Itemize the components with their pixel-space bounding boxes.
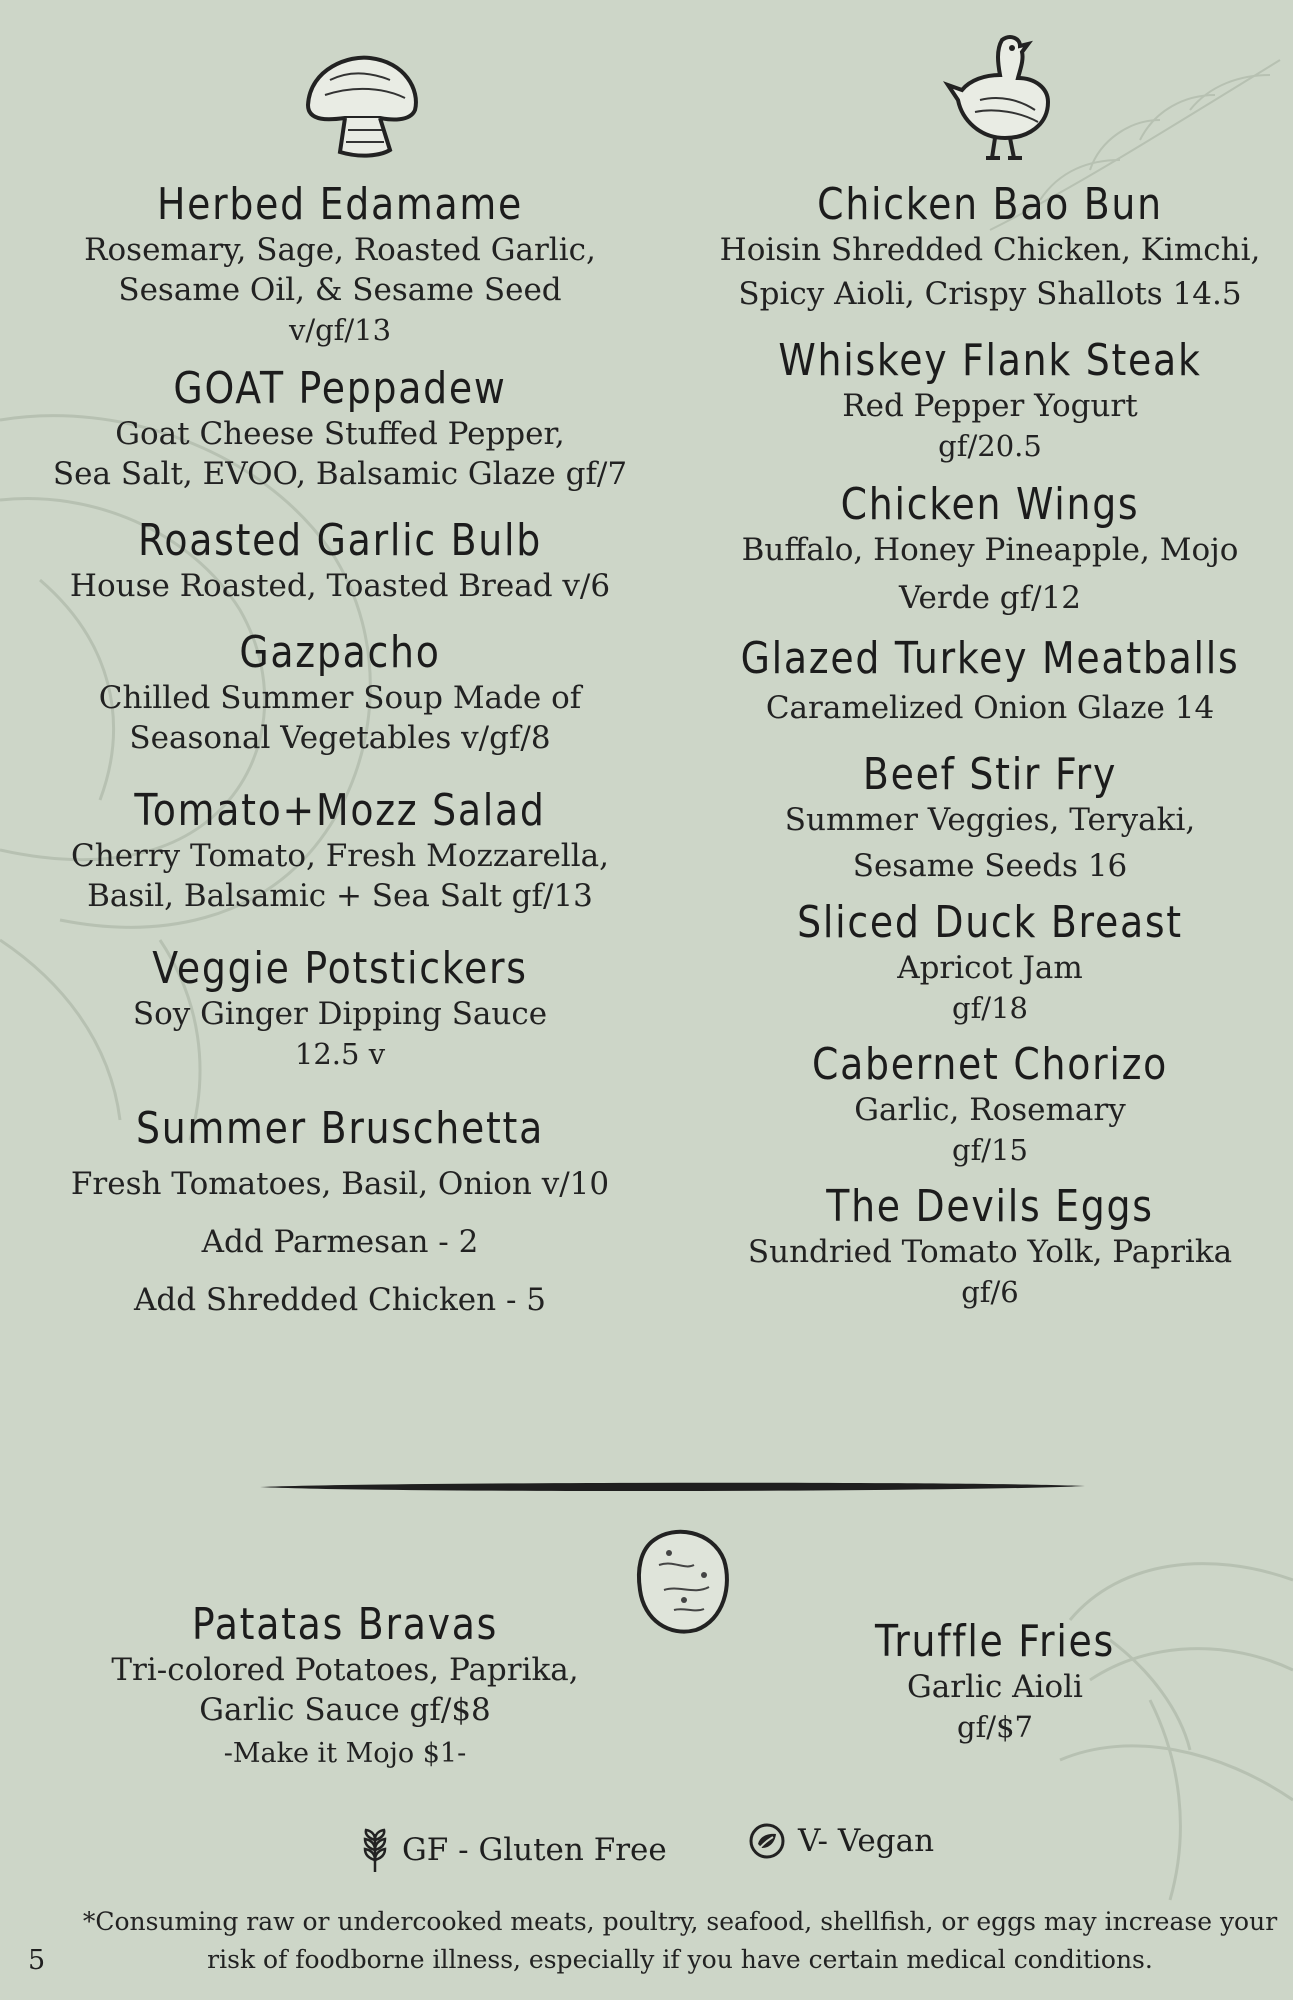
dish-description: Basil, Balsamic + Sea Salt gf/13: [87, 878, 593, 914]
dish-description: Caramelized Onion Glaze 14: [765, 690, 1215, 726]
menu-item-sliced-duck-breast: [690, 898, 1290, 1028]
chicken-icon: [940, 30, 1055, 170]
dish-name: Truffle Fries: [874, 1616, 1115, 1667]
food-safety-disclaimer: [70, 1903, 1290, 1979]
menu-item-gazpacho: [40, 628, 640, 758]
dish-description: Sesame Oil, & Sesame Seed: [118, 272, 562, 308]
dish-name: Chicken Bao Bun: [817, 179, 1163, 230]
dish-description: Rosemary, Sage, Roasted Garlic,: [84, 232, 596, 268]
dish-description: Goat Cheese Stuffed Pepper,: [115, 416, 565, 452]
dish-description: Chilled Summer Soup Made of: [98, 680, 582, 716]
dish-price: gf/$7: [957, 1710, 1033, 1744]
dish-price: gf/18: [952, 991, 1028, 1025]
dish-description: Summer Veggies, Teryaki,: [784, 802, 1196, 838]
dish-description: Sesame Seeds 16: [852, 848, 1128, 884]
menu-item-glazed-turkey-meatballs: [690, 634, 1290, 728]
menu-item-whiskey-flank-steak: [690, 336, 1290, 466]
dish-name: Patatas Bravas: [191, 1599, 499, 1650]
right-menu-column: [690, 180, 1290, 1312]
dish-description: Cherry Tomato, Fresh Mozzarella,: [71, 838, 609, 874]
dish-name: Tomato+Mozz Salad: [134, 785, 546, 836]
menu-item-herbed-edamame: [40, 180, 640, 350]
dish-description: Tri-colored Potatoes, Paprika,: [111, 1652, 579, 1688]
menu-item-summer-bruschetta: [40, 1104, 640, 1320]
dish-price: 12.5 v: [294, 1037, 386, 1071]
dish-name: Gazpacho: [239, 627, 441, 678]
menu-item-beef-stir-fry: [690, 750, 1290, 886]
page-number: 5: [28, 1945, 46, 1976]
dish-description: Buffalo, Honey Pineapple, Mojo: [741, 532, 1239, 568]
menu-item-the-devils-eggs: [690, 1182, 1290, 1312]
dish-price: gf/6: [961, 1275, 1019, 1309]
disclaimer-line: *Consuming raw or undercooked meats, poultry, seafood, shellfish, or eggs may increase your: [82, 1907, 1278, 1936]
legend-vegan: [748, 1822, 934, 1860]
leaf-icon: [748, 1822, 786, 1860]
legend-label: GF - Gluten Free: [402, 1832, 667, 1868]
dish-name: Glazed Turkey Meatballs: [740, 633, 1240, 684]
dish-name: Veggie Potstickers: [152, 943, 528, 994]
wheat-icon: [360, 1828, 390, 1872]
dish-description: House Roasted, Toasted Bread v/6: [69, 568, 611, 604]
menu-item-goat-peppadew: [40, 364, 640, 494]
side-item-truffle-fries: [690, 1617, 1293, 1747]
dish-description: Spicy Aioli, Crispy Shallots 14.5: [738, 276, 1242, 312]
dish-description: Seasonal Vegetables v/gf/8: [129, 720, 551, 756]
left-menu-column: [40, 180, 640, 1320]
menu-item-tomato-mozz-salad: [40, 786, 640, 916]
dish-name: GOAT Peppadew: [173, 363, 507, 414]
dish-description: Hoisin Shredded Chicken, Kimchi,: [719, 232, 1261, 268]
menu-item-roasted-garlic-bulb: [40, 516, 640, 606]
legend-gluten-free: [360, 1828, 667, 1872]
dish-name: Chicken Wings: [840, 479, 1140, 530]
dish-addon: Add Shredded Chicken - 5: [134, 1282, 546, 1318]
menu-item-chicken-wings: [690, 480, 1290, 618]
dish-name: Beef Stir Fry: [862, 749, 1118, 800]
disclaimer-line: risk of foodborne illness, especially if you have certain medical conditions.: [207, 1945, 1153, 1974]
dish-description: Sundried Tomato Yolk, Paprika: [747, 1234, 1233, 1270]
side-item-patatas-bravas: [40, 1600, 650, 1774]
dish-name: Roasted Garlic Bulb: [138, 515, 542, 566]
dish-addon: -Make it Mojo $1-: [223, 1738, 467, 1769]
dish-description: Garlic, Rosemary: [854, 1092, 1126, 1128]
dish-price: gf/20.5: [938, 429, 1042, 463]
dish-description: Garlic Sauce gf/$8: [199, 1692, 491, 1728]
dish-description: Verde gf/12: [899, 580, 1081, 616]
dish-description: Sea Salt, EVOO, Balsamic Glaze gf/7: [52, 456, 628, 492]
dish-addon: Add Parmesan - 2: [201, 1224, 479, 1260]
menu-item-veggie-potstickers: [40, 944, 640, 1074]
dish-name: Whiskey Flank Steak: [778, 335, 1202, 386]
menu-item-cabernet-chorizo: [690, 1040, 1290, 1170]
dish-description: Fresh Tomatoes, Basil, Onion v/10: [70, 1166, 610, 1202]
dish-description: Red Pepper Yogurt: [842, 388, 1138, 424]
dish-price: gf/15: [952, 1133, 1028, 1167]
dish-description: Garlic Aioli: [907, 1669, 1083, 1705]
dish-name: Cabernet Chorizo: [811, 1039, 1169, 1090]
menu-item-chicken-bao-bun: [690, 180, 1290, 314]
dish-description: Soy Ginger Dipping Sauce: [132, 996, 548, 1032]
legend-label: V- Vegan: [798, 1823, 935, 1859]
mushroom-icon: [300, 50, 425, 160]
dish-price: v/gf/13: [288, 313, 392, 347]
dish-name: Herbed Edamame: [156, 179, 524, 230]
section-divider: [260, 1480, 1085, 1494]
dish-name: The Devils Eggs: [826, 1181, 1154, 1232]
dish-name: Summer Bruschetta: [136, 1103, 544, 1154]
dish-description: Apricot Jam: [897, 950, 1083, 986]
dish-name: Sliced Duck Breast: [797, 897, 1183, 948]
